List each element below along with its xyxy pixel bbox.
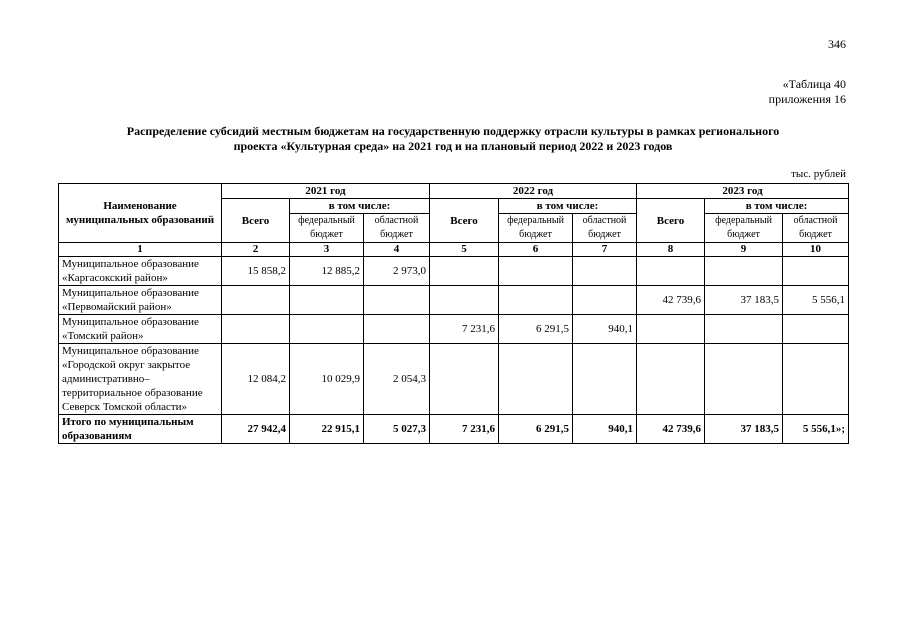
value-cell bbox=[637, 315, 705, 344]
column-index: 6 bbox=[499, 243, 573, 257]
value-cell bbox=[705, 257, 783, 286]
value-cell bbox=[499, 344, 573, 415]
municipality-name: Муниципальное образование «Томский район» bbox=[59, 315, 222, 344]
column-index-row bbox=[59, 243, 849, 257]
value-cell bbox=[637, 257, 705, 286]
value-cell bbox=[222, 286, 290, 315]
value-cell bbox=[783, 315, 849, 344]
value-cell bbox=[290, 315, 364, 344]
header-total-2021: Всего bbox=[222, 199, 290, 243]
total-value-cell: 7 231,6 bbox=[430, 415, 499, 444]
total-value-cell: 6 291,5 bbox=[499, 415, 573, 444]
total-value-cell: 5 556,1»; bbox=[783, 415, 849, 444]
header-row-years bbox=[59, 184, 849, 199]
subsidy-table bbox=[58, 183, 849, 444]
total-value-cell: 42 739,6 bbox=[637, 415, 705, 444]
column-index: 3 bbox=[290, 243, 364, 257]
value-cell bbox=[783, 257, 849, 286]
value-cell: 37 183,5 bbox=[705, 286, 783, 315]
value-cell: 7 231,6 bbox=[430, 315, 499, 344]
value-cell bbox=[573, 257, 637, 286]
value-cell bbox=[430, 257, 499, 286]
header-regional-2021: областной бюджет bbox=[364, 214, 430, 243]
total-value-cell: 22 915,1 bbox=[290, 415, 364, 444]
header-incl-2022: в том числе: bbox=[499, 199, 637, 214]
total-value-cell: 27 942,4 bbox=[222, 415, 290, 444]
column-index: 4 bbox=[364, 243, 430, 257]
document-title bbox=[58, 124, 848, 154]
title-line-2: проекта «Культурная среда» на 2021 год и на плановый период 2022 и 2023 годов bbox=[233, 139, 673, 153]
header-municipality: Наименование муниципальных образований bbox=[59, 184, 222, 243]
value-cell: 42 739,6 bbox=[637, 286, 705, 315]
column-index: 2 bbox=[222, 243, 290, 257]
value-cell bbox=[364, 286, 430, 315]
header-regional-2023: областной бюджет bbox=[783, 214, 849, 243]
value-cell: 2 054,3 bbox=[364, 344, 430, 415]
units-label: тыс. рублей bbox=[791, 168, 846, 180]
total-label: Итого по муниципальным образованиям bbox=[59, 415, 222, 444]
column-index: 1 bbox=[59, 243, 222, 257]
total-value-cell: 5 027,3 bbox=[364, 415, 430, 444]
value-cell: 6 291,5 bbox=[499, 315, 573, 344]
table-reference bbox=[600, 77, 846, 107]
value-cell bbox=[783, 344, 849, 415]
value-cell bbox=[430, 286, 499, 315]
value-cell bbox=[705, 315, 783, 344]
header-year-2021: 2021 год bbox=[222, 184, 430, 199]
header-incl-2021: в том числе: bbox=[290, 199, 430, 214]
value-cell bbox=[705, 344, 783, 415]
header-incl-2023: в том числе: bbox=[705, 199, 849, 214]
value-cell bbox=[364, 315, 430, 344]
header-federal-2021: федеральный бюджет bbox=[290, 214, 364, 243]
page-number: 346 bbox=[828, 37, 846, 51]
municipality-name: Муниципальное образование «Городской округ закрытое административно–территориальное образование Северск Томской области» bbox=[59, 344, 222, 415]
table-row bbox=[59, 286, 849, 315]
column-index: 5 bbox=[430, 243, 499, 257]
header-year-2023: 2023 год bbox=[637, 184, 849, 199]
value-cell: 12 885,2 bbox=[290, 257, 364, 286]
municipality-name: Муниципальное образование «Первомайский район» bbox=[59, 286, 222, 315]
table-row bbox=[59, 344, 849, 415]
value-cell: 15 858,2 bbox=[222, 257, 290, 286]
municipality-name: Муниципальное образование «Каргасокский район» bbox=[59, 257, 222, 286]
column-index: 7 bbox=[573, 243, 637, 257]
value-cell: 2 973,0 bbox=[364, 257, 430, 286]
header-year-2022: 2022 год bbox=[430, 184, 637, 199]
header-federal-2023: федеральный бюджет bbox=[705, 214, 783, 243]
table-ref-line-2: приложения 16 bbox=[768, 92, 846, 106]
value-cell bbox=[499, 257, 573, 286]
value-cell bbox=[637, 344, 705, 415]
column-index: 10 bbox=[783, 243, 849, 257]
total-value-cell: 37 183,5 bbox=[705, 415, 783, 444]
header-regional-2022: областной бюджет bbox=[573, 214, 637, 243]
table-ref-line-1: «Таблица 40 bbox=[782, 77, 846, 91]
header-total-2023: Всего bbox=[637, 199, 705, 243]
title-line-1: Распределение субсидий местным бюджетам на государственную поддержку отрасли культуры в рамках регионального bbox=[126, 124, 780, 138]
total-value-cell: 940,1 bbox=[573, 415, 637, 444]
total-row bbox=[59, 415, 849, 444]
value-cell bbox=[499, 286, 573, 315]
value-cell: 10 029,9 bbox=[290, 344, 364, 415]
column-index: 9 bbox=[705, 243, 783, 257]
value-cell: 12 084,2 bbox=[222, 344, 290, 415]
table-row bbox=[59, 257, 849, 286]
value-cell bbox=[290, 286, 364, 315]
value-cell bbox=[430, 344, 499, 415]
header-total-2022: Всего bbox=[430, 199, 499, 243]
value-cell bbox=[573, 344, 637, 415]
value-cell bbox=[573, 286, 637, 315]
column-index: 8 bbox=[637, 243, 705, 257]
value-cell: 5 556,1 bbox=[783, 286, 849, 315]
table-row bbox=[59, 315, 849, 344]
value-cell: 940,1 bbox=[573, 315, 637, 344]
value-cell bbox=[222, 315, 290, 344]
header-federal-2022: федеральный бюджет bbox=[499, 214, 573, 243]
